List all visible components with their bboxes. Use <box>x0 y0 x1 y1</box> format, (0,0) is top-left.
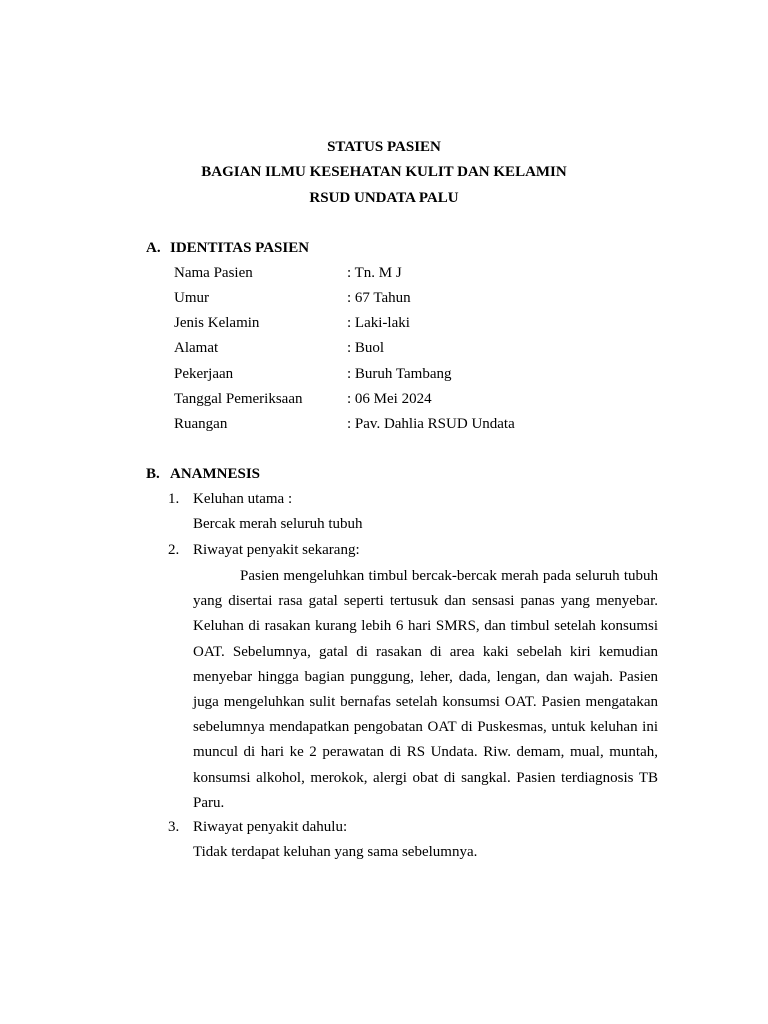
identity-value: : Pav. Dahlia RSUD Undata <box>347 416 515 432</box>
identity-row-umur <box>174 289 694 307</box>
identity-label: Tanggal Pemeriksaan <box>174 391 303 407</box>
identity-row-pekerjaan <box>174 365 694 383</box>
list-label: Riwayat penyakit dahulu: <box>193 819 348 835</box>
list-label: Keluhan utama : <box>193 491 293 507</box>
identity-label: Pekerjaan <box>174 366 234 382</box>
list-number: 2. <box>168 542 180 558</box>
identity-label: Ruangan <box>174 416 228 432</box>
identity-value: : Tn. M J <box>347 265 402 281</box>
anamnesis-item-keluhan <box>168 490 292 508</box>
identity-value: : 67 Tahun <box>347 290 411 306</box>
identity-row-nama <box>174 264 694 282</box>
anamnesis-item-riwayat-sekarang <box>168 541 360 559</box>
identity-label: Nama Pasien <box>174 265 253 281</box>
section-a-title: IDENTITAS PASIEN <box>170 240 310 256</box>
identity-row-tanggal <box>174 390 694 408</box>
riwayat-dahulu-content: Tidak terdapat keluhan yang sama sebelumnya. <box>193 844 478 860</box>
identity-row-jenis-kelamin <box>174 314 694 332</box>
identity-value: : Buol <box>347 340 385 356</box>
riwayat-sekarang-paragraph: Pasien mengeluhkan timbul bercak-bercak merah pada seluruh tubuh yang disertai rasa gatal seperti tertusuk dan sensasi panas yang menyebar. Keluhan di rasakan kurang lebih 6 hari SMRS, dan timbul setelah konsumsi OAT. Sebelumnya, gatal di rasakan di area kaki sebelah kiri kemudian menyebar hingga bagian punggung, leher, dada, lengan, dan wajah. Pasien juga mengeluhkan sulit bernafas setelah konsumsi OAT. Pasien mengatakan sebelumnya mendapatkan pengobatan OAT di Puskesmas, untuk keluhan ini muncul di hari ke 2 perawatan di RS Undata. Riw. demam, mual, muntah, konsumsi alkohol, merokok, alergi obat di sangkal. Pasien terdiagnosis TB Paru. <box>193 568 658 811</box>
document-title: STATUS PASIEN <box>327 139 441 155</box>
list-number: 1. <box>168 491 180 507</box>
identity-label: Umur <box>174 290 209 306</box>
keluhan-utama-content: Bercak merah seluruh tubuh <box>193 516 363 532</box>
list-number: 3. <box>168 819 180 835</box>
hospital-title: RSUD UNDATA PALU <box>309 190 459 206</box>
section-b-heading <box>146 465 260 483</box>
identity-value: : 06 Mei 2024 <box>347 391 432 407</box>
section-a-heading <box>146 239 309 257</box>
identity-row-ruangan <box>174 415 694 433</box>
department-title: BAGIAN ILMU KESEHATAN KULIT DAN KELAMIN <box>201 164 567 180</box>
section-a-letter: A. <box>146 240 161 256</box>
anamnesis-item-riwayat-dahulu <box>168 818 347 836</box>
identity-label: Alamat <box>174 340 219 356</box>
identity-label: Jenis Kelamin <box>174 315 260 331</box>
list-label: Riwayat penyakit sekarang: <box>193 542 360 558</box>
identity-row-alamat <box>174 339 694 357</box>
identity-value: : Laki-laki <box>347 315 410 331</box>
identity-value: : Buruh Tambang <box>347 366 452 382</box>
section-b-letter: B. <box>146 466 160 482</box>
section-b-title: ANAMNESIS <box>170 466 261 482</box>
